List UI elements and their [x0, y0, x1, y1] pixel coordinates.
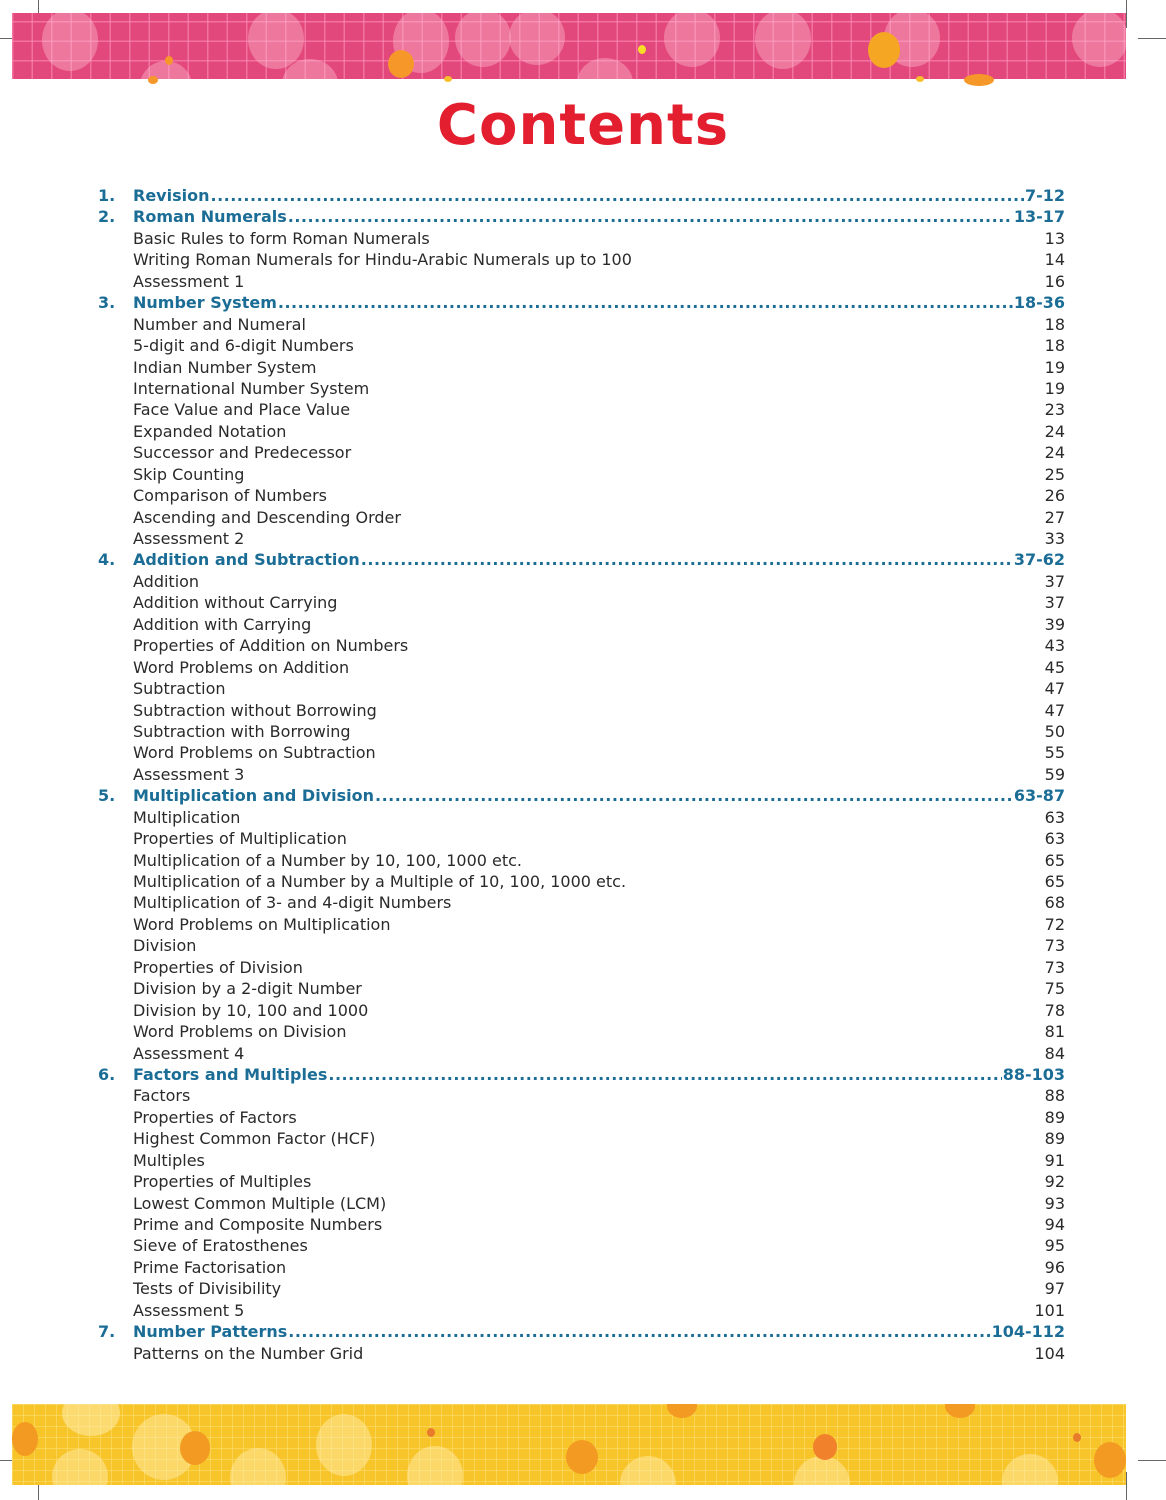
dot-decoration	[427, 1428, 435, 1437]
topic-row[interactable]	[98, 635, 1065, 656]
topic-row[interactable]	[98, 528, 1065, 549]
topic-row[interactable]	[98, 742, 1065, 763]
chapter-title: Revision	[133, 186, 210, 205]
topic-page-number: 104	[1034, 1343, 1065, 1363]
topic-row[interactable]	[98, 464, 1065, 485]
chapter-page-range: 37-62	[1013, 550, 1065, 570]
topic-title: Properties of Multiplication	[133, 829, 347, 849]
topic-title: Assessment 3	[133, 764, 245, 784]
topic-page-number: 84	[1044, 1043, 1065, 1063]
topic-title: Multiplication	[133, 807, 241, 827]
topic-page-number: 68	[1044, 893, 1065, 913]
topic-row[interactable]	[98, 314, 1065, 335]
topic-row[interactable]	[98, 850, 1065, 871]
topic-page-number: 63	[1044, 807, 1065, 827]
topic-page-number: 91	[1044, 1150, 1065, 1170]
topic-title: Face Value and Place Value	[133, 400, 351, 420]
chapter-row[interactable]	[98, 785, 1065, 806]
topic-title: Division by 10, 100 and 1000	[133, 1000, 369, 1020]
chapter-page-range: 63-87	[1013, 786, 1065, 806]
bubble-decoration	[316, 1414, 372, 1476]
topic-row[interactable]	[98, 378, 1065, 399]
topic-page-number: 65	[1044, 850, 1065, 870]
topic-row[interactable]	[98, 1171, 1065, 1192]
topic-title: Properties of Division	[133, 957, 303, 977]
dot-decoration	[444, 76, 452, 82]
bubble-decoration	[620, 1456, 676, 1485]
topic-title: Prime and Composite Numbers	[133, 1215, 383, 1234]
dot-decoration	[165, 56, 173, 65]
topic-title: Addition without Carrying	[133, 593, 338, 613]
topic-title: Prime Factorisation	[133, 1257, 287, 1277]
chapter-number: 2.	[98, 207, 116, 227]
topic-row[interactable]	[98, 1214, 1065, 1235]
topic-row[interactable]	[98, 1107, 1065, 1128]
topic-title: Properties of Factors	[133, 1107, 297, 1127]
topic-title: Patterns on the Number Grid	[133, 1343, 364, 1363]
topic-row[interactable]	[98, 614, 1065, 635]
dot-decoration	[813, 1434, 837, 1460]
dot-leader	[288, 206, 1013, 227]
topic-page-number: 72	[1044, 914, 1065, 934]
topic-title: Word Problems on Subtraction	[133, 743, 376, 763]
chapter-row[interactable]	[98, 292, 1065, 313]
topic-row[interactable]	[98, 357, 1065, 378]
topic-page-number: 19	[1044, 357, 1065, 377]
topic-row[interactable]	[98, 678, 1065, 699]
topic-row[interactable]	[98, 1150, 1065, 1171]
topic-title: Indian Number System	[133, 357, 317, 377]
topic-title: Highest Common Factor (HCF)	[133, 1129, 376, 1149]
dot-decoration	[945, 1404, 975, 1418]
topic-row[interactable]	[98, 571, 1065, 592]
topic-title: Comparison of Numbers	[133, 486, 327, 506]
topic-page-number: 73	[1044, 936, 1065, 956]
topic-row[interactable]	[98, 1257, 1065, 1278]
dot-decoration	[964, 74, 994, 86]
dot-decoration	[1073, 1433, 1081, 1442]
chapter-row[interactable]	[98, 1321, 1065, 1342]
table-of-contents	[98, 185, 1065, 1364]
topic-title: Multiplication of a Number by 10, 100, 1000 etc.	[133, 850, 523, 870]
topic-row[interactable]	[98, 957, 1065, 978]
dot-decoration	[388, 50, 414, 78]
topic-title: Assessment 2	[133, 529, 245, 548]
topic-page-number: 13	[1044, 228, 1065, 248]
bubble-decoration	[248, 13, 304, 69]
chapter-row[interactable]	[98, 1064, 1065, 1085]
topic-row[interactable]	[98, 1000, 1065, 1021]
bubble-decoration	[509, 13, 565, 65]
bubble-decoration	[577, 58, 633, 79]
page-title: Contents	[436, 93, 730, 158]
topic-page-number: 25	[1044, 464, 1065, 484]
topic-title: Assessment 1	[133, 271, 245, 291]
bubble-decoration	[42, 13, 98, 71]
chapter-row[interactable]	[98, 549, 1065, 570]
topic-title: Ascending and Descending Order	[133, 507, 401, 527]
topic-page-number: 50	[1044, 721, 1065, 741]
chapter-title: Factors and Multiples	[133, 1064, 328, 1084]
chapter-number: 5.	[98, 786, 116, 806]
topic-title: 5-digit and 6-digit Numbers	[133, 336, 354, 356]
topic-page-number: 94	[1044, 1215, 1065, 1234]
bubble-decoration	[62, 1404, 120, 1436]
bubble-decoration	[664, 13, 720, 67]
topic-page-number: 63	[1044, 829, 1065, 849]
topic-title: Division	[133, 936, 197, 956]
chapter-number: 1.	[98, 186, 116, 205]
dot-decoration	[667, 1404, 697, 1418]
topic-page-number: 18	[1044, 314, 1065, 334]
topic-page-number: 23	[1044, 400, 1065, 420]
topic-page-number: 14	[1044, 250, 1065, 270]
topic-page-number: 101	[1034, 1300, 1065, 1320]
bubble-decoration	[1072, 13, 1126, 67]
bubble-decoration	[52, 1449, 108, 1485]
topic-page-number: 19	[1044, 378, 1065, 398]
crop-mark	[1126, 0, 1127, 28]
chapter-row[interactable]	[98, 206, 1065, 227]
topic-row[interactable]	[98, 228, 1065, 249]
topic-row[interactable]	[98, 1043, 1065, 1064]
chapter-number: 6.	[98, 1064, 116, 1084]
topic-title: Word Problems on Multiplication	[133, 914, 391, 934]
dot-decoration	[148, 76, 158, 84]
topic-title: Division by a 2-digit Number	[133, 979, 362, 999]
topic-page-number: 89	[1044, 1129, 1065, 1149]
dot-leader	[375, 785, 1013, 806]
topic-title: Subtraction without Borrowing	[133, 700, 377, 720]
topic-row[interactable]	[98, 249, 1065, 270]
topic-title: Lowest Common Multiple (LCM)	[133, 1193, 387, 1213]
topic-page-number: 65	[1044, 872, 1065, 891]
topic-page-number: 88	[1044, 1086, 1065, 1106]
topic-row[interactable]	[98, 1235, 1065, 1256]
top-decorative-banner	[12, 13, 1126, 79]
topic-row[interactable]	[98, 871, 1065, 892]
bubble-decoration	[1002, 1454, 1058, 1485]
chapter-title: Multiplication and Division	[133, 786, 374, 806]
chapter-page-range: 7-12	[1024, 186, 1065, 205]
chapter-page-range: 18-36	[1013, 293, 1065, 313]
topic-row[interactable]	[98, 721, 1065, 742]
bubble-decoration	[230, 1448, 286, 1485]
chapter-page-range: 104-112	[991, 1322, 1065, 1342]
topic-title: Word Problems on Addition	[133, 657, 350, 677]
topic-row[interactable]	[98, 935, 1065, 956]
topic-title: Properties of Multiples	[133, 1172, 312, 1192]
topic-page-number: 89	[1044, 1107, 1065, 1127]
topic-page-number: 47	[1044, 700, 1065, 720]
topic-row[interactable]	[98, 700, 1065, 721]
topic-title: Subtraction with Borrowing	[133, 721, 351, 741]
dot-leader	[288, 1321, 990, 1342]
topic-title: Properties of Addition on Numbers	[133, 636, 409, 656]
topic-row[interactable]	[98, 1343, 1065, 1364]
crop-mark	[1138, 1460, 1166, 1461]
chapter-title: Number System	[133, 293, 277, 313]
topic-title: Basic Rules to form Roman Numerals	[133, 228, 430, 248]
topic-page-number: 24	[1044, 421, 1065, 441]
topic-row[interactable]	[98, 507, 1065, 528]
bottom-decorative-banner	[12, 1404, 1126, 1485]
dot-decoration	[916, 76, 924, 82]
bubble-decoration	[755, 13, 811, 69]
topic-title: Word Problems on Division	[133, 1022, 347, 1042]
topic-row[interactable]	[98, 764, 1065, 785]
topic-title: Sieve of Eratosthenes	[133, 1236, 308, 1256]
topic-row[interactable]	[98, 1193, 1065, 1214]
crop-mark	[1138, 38, 1166, 39]
topic-page-number: 93	[1044, 1193, 1065, 1213]
topic-page-number: 45	[1044, 657, 1065, 677]
dot-decoration	[566, 1440, 598, 1474]
dot-decoration	[868, 32, 900, 68]
crop-mark	[1126, 1472, 1127, 1500]
bubble-decoration	[794, 1456, 850, 1485]
topic-title: Successor and Predecessor	[133, 443, 352, 463]
topic-title: Addition with Carrying	[133, 614, 312, 634]
chapter-title: Addition and Subtraction	[133, 550, 360, 570]
topic-page-number: 59	[1044, 764, 1065, 784]
topic-page-number: 24	[1044, 443, 1065, 463]
dot-leader	[210, 185, 1023, 206]
topic-row[interactable]	[98, 1021, 1065, 1042]
dot-decoration	[12, 1422, 38, 1456]
dot-decoration	[1094, 1442, 1126, 1478]
chapter-title: Roman Numerals	[133, 207, 287, 227]
dot-decoration	[180, 1431, 210, 1465]
topic-title: Assessment 4	[133, 1043, 245, 1063]
topic-page-number: 97	[1044, 1279, 1065, 1299]
topic-title: Skip Counting	[133, 464, 245, 484]
dot-leader	[361, 549, 1013, 570]
topic-page-number: 96	[1044, 1257, 1065, 1277]
topic-title: Tests of Divisibility	[133, 1279, 282, 1299]
topic-title: Multiplication of a Number by a Multiple of 10, 100, 1000 etc.	[133, 872, 627, 891]
chapter-number: 3.	[98, 293, 116, 313]
topic-title: Expanded Notation	[133, 421, 287, 441]
topic-page-number: 78	[1044, 1000, 1065, 1020]
topic-row[interactable]	[98, 485, 1065, 506]
topic-row[interactable]	[98, 657, 1065, 678]
topic-page-number: 37	[1044, 571, 1065, 591]
chapter-row[interactable]	[98, 185, 1065, 206]
topic-page-number: 95	[1044, 1236, 1065, 1256]
topic-row[interactable]	[98, 828, 1065, 849]
topic-page-number: 26	[1044, 486, 1065, 506]
topic-page-number: 75	[1044, 979, 1065, 999]
topic-row[interactable]	[98, 978, 1065, 999]
topic-page-number: 55	[1044, 743, 1065, 763]
topic-row[interactable]	[98, 892, 1065, 913]
topic-row[interactable]	[98, 421, 1065, 442]
topic-title: International Number System	[133, 378, 370, 398]
topic-page-number: 18	[1044, 336, 1065, 356]
topic-row[interactable]	[98, 442, 1065, 463]
dot-leader	[278, 292, 1013, 313]
topic-title: Addition	[133, 571, 200, 591]
topic-page-number: 16	[1044, 271, 1065, 291]
topic-page-number: 43	[1044, 636, 1065, 656]
topic-row[interactable]	[98, 1128, 1065, 1149]
bubble-decoration	[407, 1446, 463, 1485]
topic-row[interactable]	[98, 1085, 1065, 1106]
topic-row[interactable]	[98, 271, 1065, 292]
chapter-page-range: 88-103	[1002, 1064, 1065, 1084]
dot-leader	[328, 1064, 1001, 1085]
topic-title: Multiplication of 3- and 4-digit Numbers	[133, 893, 452, 913]
topic-row[interactable]	[98, 1278, 1065, 1299]
chapter-number: 4.	[98, 550, 116, 570]
dot-decoration	[638, 45, 646, 54]
topic-title: Subtraction	[133, 679, 226, 699]
chapter-page-range: 13-17	[1013, 207, 1065, 227]
topic-page-number: 33	[1044, 529, 1065, 548]
topic-page-number: 47	[1044, 679, 1065, 699]
chapter-number: 7.	[98, 1322, 116, 1342]
topic-row[interactable]	[98, 592, 1065, 613]
topic-page-number: 73	[1044, 957, 1065, 977]
topic-title: Writing Roman Numerals for Hindu-Arabic Numerals up to 100	[133, 250, 632, 270]
topic-row[interactable]	[98, 914, 1065, 935]
bubble-decoration	[455, 13, 511, 67]
topic-title: Factors	[133, 1086, 191, 1106]
topic-row[interactable]	[98, 807, 1065, 828]
topic-title: Assessment 5	[133, 1300, 245, 1320]
topic-row[interactable]	[98, 335, 1065, 356]
topic-page-number: 37	[1044, 593, 1065, 613]
chapter-title: Number Patterns	[133, 1322, 288, 1342]
topic-page-number: 81	[1044, 1022, 1065, 1042]
topic-row[interactable]	[98, 1300, 1065, 1321]
topic-page-number: 27	[1044, 507, 1065, 527]
topic-title: Number and Numeral	[133, 314, 306, 334]
topic-page-number: 39	[1044, 614, 1065, 634]
topic-page-number: 92	[1044, 1172, 1065, 1192]
topic-title: Multiples	[133, 1150, 205, 1170]
topic-row[interactable]	[98, 399, 1065, 420]
